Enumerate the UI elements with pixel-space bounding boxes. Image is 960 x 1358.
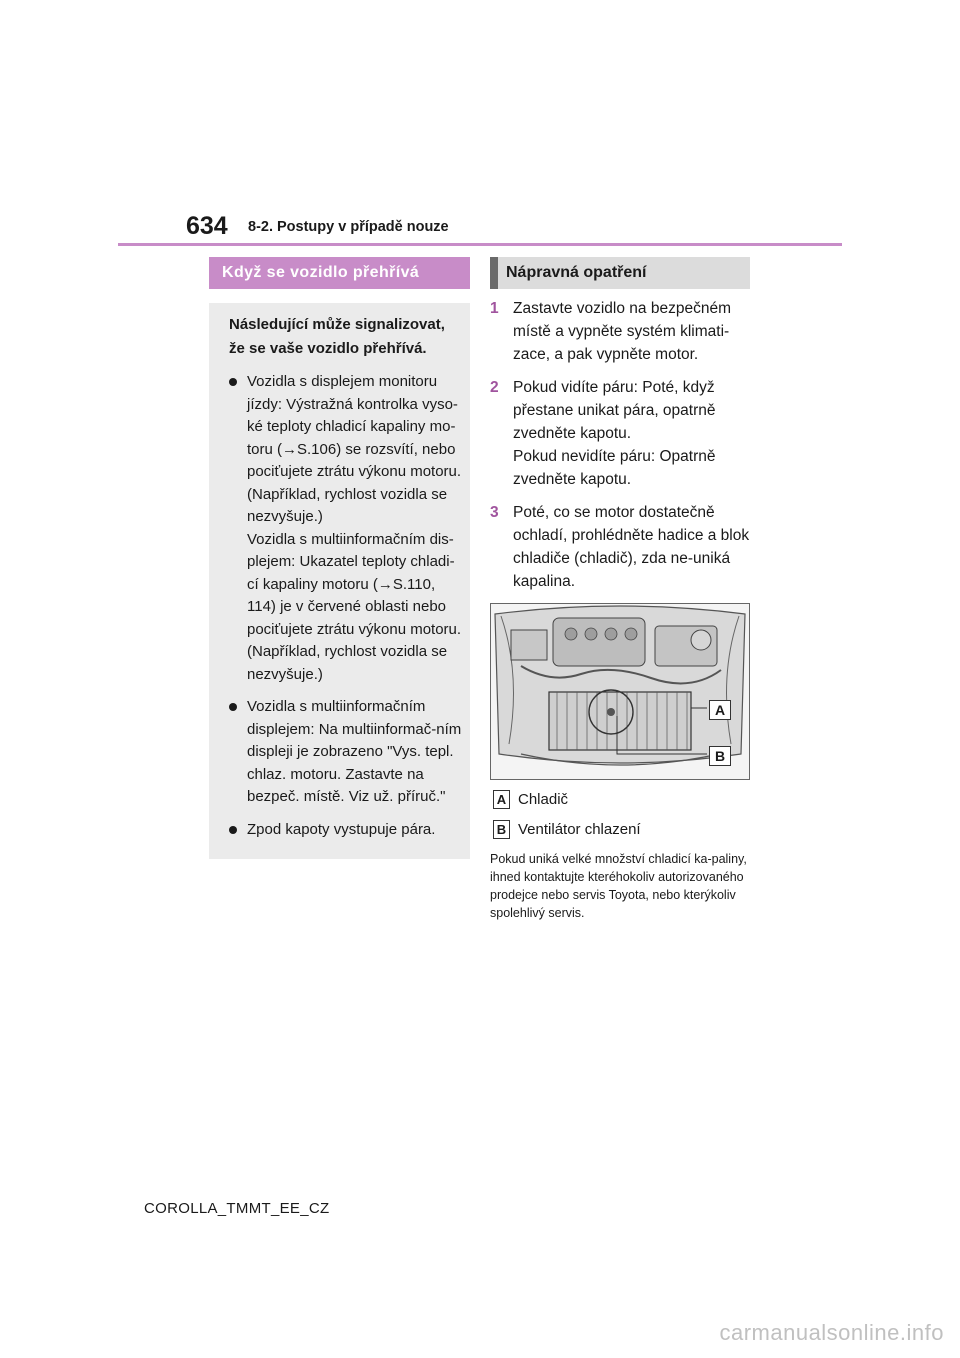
step-text: Poté, co se motor dostatečně ochladí, prohlédněte hadice a blok chladiče (chladič), zda ne-uniká kapalina. [513,504,750,590]
step-text: Pokud vidíte páru: Poté, když přestane unikat pára, opatrně zvedněte kapotu. Pokud nevidíte páru: Opatrně zvedněte kapotu. [513,379,716,488]
bullet-dot-icon [229,703,237,711]
legend-tag: A [493,790,510,809]
document-code: COROLLA_TMMT_EE_CZ [144,1200,330,1217]
legend-label: Chladič [518,791,569,808]
header-divider [118,243,842,246]
bullet-text: Vozidla s displejem monitoru jízdy: Výstražná kontrolka vyso-ké teploty chladicí kapaliny mo-toru (→S.106) se rozsvítí, nebo pociťujete ztrátu výkonu motoru. (Například, rychlost vozidla se nezvyšuje.) Vozidla s multiinformačním dis-plejem: Ukazatel teploty chladi-cí kapaliny motoru (→S.110, 114) je v červené oblasti nebo pociťujete ztrátu výkonu motoru. (Například, rychlost vozidla se nezvyšuje.) [247,373,462,683]
watermark: carmanualsonline.info [719,1320,944,1345]
steps-list [490,297,750,593]
overheat-bullet [229,371,464,686]
coolant-leak-note: Pokud uniká velké množství chladicí ka-paliny, ihned kontaktujte kteréhokoliv autorizovaného prodejce nebo servis Toyota, nebo kterýkoliv spolehlivý servis. [490,852,747,920]
overheat-bullet [229,696,464,809]
bullet-dot-icon [229,378,237,386]
step-item [490,501,750,593]
legend-item [490,790,750,809]
overheat-heading: Když se vozidlo přehřívá [209,257,470,289]
step-item [490,297,750,366]
overheat-bullet [229,819,464,842]
figure-tag-a: A [709,700,731,720]
step-number: 1 [490,300,499,317]
bullet-text: Zpod kapoty vystupuje pára. [247,820,436,838]
engine-bay-illustration [490,603,750,780]
step-item [490,376,750,491]
overheat-signs-column [209,257,470,859]
section-title: 8-2. Postupy v případě nouze [248,219,449,235]
legend-label: Ventilátor chlazení [518,821,641,838]
corrective-heading: Nápravná opatření [490,257,750,289]
step-text: Zastavte vozidlo na bezpečném místě a vypněte systém klimati-zace, a pak vypněte motor. [513,300,731,363]
overheat-signs-box [209,303,470,859]
overheat-intro: Následující může signalizovat, že se vaše vozidlo přehřívá. [229,316,445,357]
bullet-dot-icon [229,826,237,834]
legend-tag: B [493,820,510,839]
figure-legend [490,790,750,839]
corrective-measures-column [490,257,750,922]
page-number: 634 [186,212,228,240]
figure-tag-b: B [709,746,731,766]
step-number: 2 [490,379,499,396]
bullet-text: Vozidla s multiinformačním displejem: Na multiinformač-ním displeji je zobrazeno "Vys. tepl. chlaz. motoru. Zastavte na bezpeč. místě. Viz už. příruč." [247,698,462,805]
legend-item [490,820,750,839]
step-number: 3 [490,504,499,521]
